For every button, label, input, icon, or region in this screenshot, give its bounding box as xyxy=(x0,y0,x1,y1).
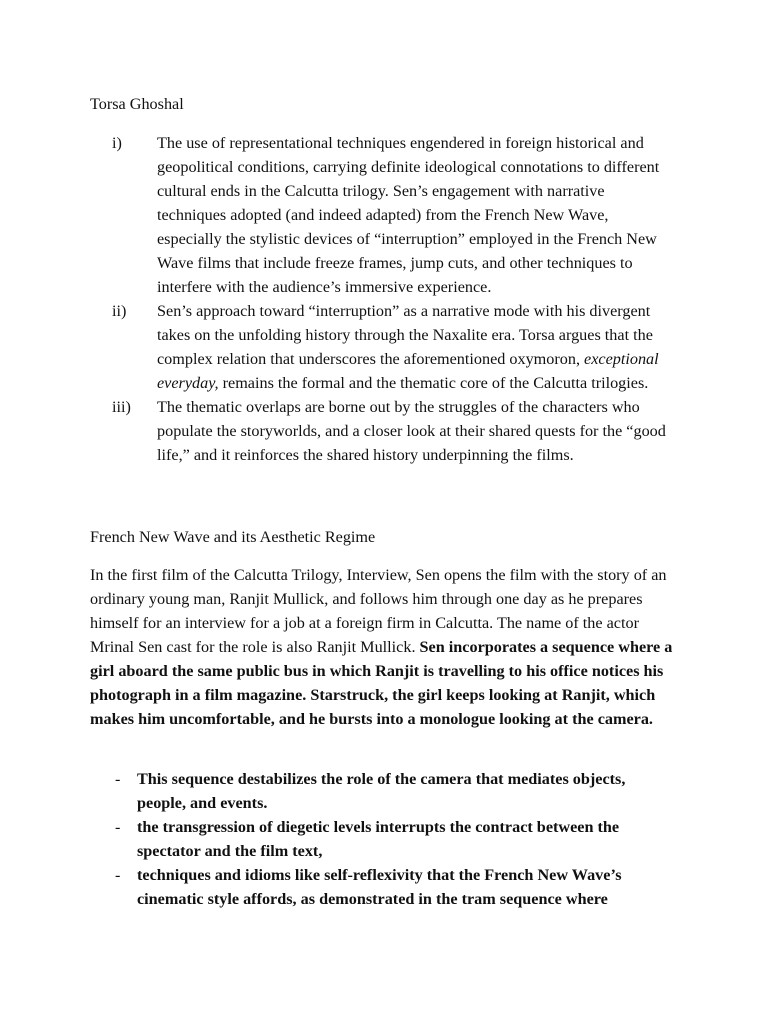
dash-item-text: the transgression of diegetic levels interrupts the contract between the spectator and the film text, xyxy=(137,818,620,860)
paragraph-bold-text: Sen incorporates a sequence where a girl aboard the same public bus in which Ranjit is travelling to his office notices his photograph in a film magazine. Starstruck, the girl keeps looking at Ranjit, which makes him uncomfortable, and he bursts into a monologue looking at the camera. xyxy=(90,638,673,728)
list-item xyxy=(90,299,690,395)
list-item-text: The use of representational techniques engendered in foreign historical and geopolitical conditions, carrying definite ideological connotations to different cultural ends in the Calcutta trilogy. Sen’s engagement with narrative techniques adopted (and indeed adapted) from the French New Wave, especially the stylistic devices of “interruption” employed in the French New Wave films that include freeze frames, jump cuts, and other techniques to interfere with the audience’s immersive experience. xyxy=(157,134,660,296)
dash-marker: - xyxy=(115,818,121,836)
dash-item-text: techniques and idioms like self-reflexivity that the French New Wave’s cinematic style affords, as demonstrated in the tram sequence where xyxy=(137,866,622,908)
italic-phrase: exceptional everyday, xyxy=(157,350,659,392)
list-marker: ii) xyxy=(112,302,127,320)
dash-marker: - xyxy=(115,770,121,788)
list-item-text xyxy=(157,299,677,395)
list-item-text-part: remains the formal and the thematic core of the Calcutta trilogies. xyxy=(218,374,649,392)
dash-list-item xyxy=(90,863,690,911)
dash-item-text: This sequence destabilizes the role of the camera that mediates objects, people, and events. xyxy=(137,770,626,812)
dash-marker: - xyxy=(115,866,121,884)
list-marker: i) xyxy=(112,134,122,152)
dash-list xyxy=(90,767,690,911)
list-item xyxy=(90,395,690,467)
paragraph-regular-text: In the first film of the Calcutta Trilogy, Interview, Sen opens the film with the story of an ordinary young man, Ranjit Mullick, and follows him through one day as he prepares himself for an interview for a job at a foreign firm in Calcutta. The name of the actor Mrinal Sen cast for the role is also Ranjit Mullick. xyxy=(90,566,667,656)
numbered-list xyxy=(90,131,690,467)
list-item xyxy=(90,131,690,299)
list-item-text-part: Sen’s approach toward “interruption” as a narrative mode with his divergent takes on the unfolding history through the Naxalite era. Torsa argues that the complex relation that underscores the aforementioned oxymoron, xyxy=(157,302,653,368)
author-name: Torsa Ghoshal xyxy=(90,95,184,113)
dash-list-item xyxy=(90,815,690,863)
section-heading: French New Wave and its Aesthetic Regime xyxy=(90,528,376,546)
dash-list-item xyxy=(90,767,690,815)
list-item-text: The thematic overlaps are borne out by the struggles of the characters who populate the storyworlds, and a closer look at their shared quests for the “good life,” and it reinforces the shared history underpinning the films. xyxy=(157,398,666,464)
body-paragraph xyxy=(90,563,680,731)
list-marker: iii) xyxy=(112,398,131,416)
